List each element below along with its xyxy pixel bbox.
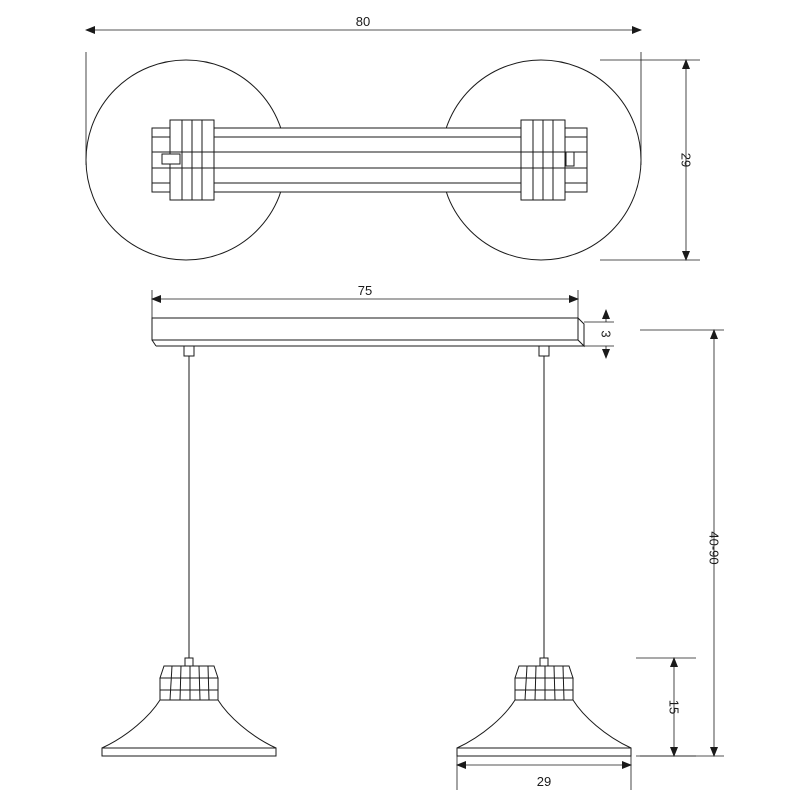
dim-label-3: 3 xyxy=(598,330,614,338)
bar-detail-right xyxy=(566,152,574,166)
cable-end-left xyxy=(185,658,193,666)
shade-left xyxy=(102,700,276,748)
top-view-group xyxy=(86,14,700,260)
cable-mount-right xyxy=(539,346,549,356)
bar-detail-left xyxy=(162,154,180,164)
dim-label-75: 75 xyxy=(357,283,373,298)
front-view-group xyxy=(102,283,724,790)
shade-left-rim xyxy=(102,748,276,756)
socket-cap-left xyxy=(160,666,218,678)
ceiling-bar xyxy=(152,318,578,340)
dim-label-15: 15 xyxy=(666,699,682,715)
dim-label-29bottom: 29 xyxy=(536,774,552,789)
dim-label-4090: 40-90 xyxy=(706,531,722,565)
dim-label-80: 80 xyxy=(355,14,371,29)
ceiling-bar-left-bevel xyxy=(152,340,156,346)
shade-right-rim xyxy=(457,748,631,756)
shade-right xyxy=(457,700,631,748)
cable-mount-left xyxy=(184,346,194,356)
dim-label-29top: 29 xyxy=(678,152,694,168)
ceiling-bar-side-face xyxy=(578,318,584,346)
socket-cap-right xyxy=(515,666,573,678)
cable-end-right xyxy=(540,658,548,666)
